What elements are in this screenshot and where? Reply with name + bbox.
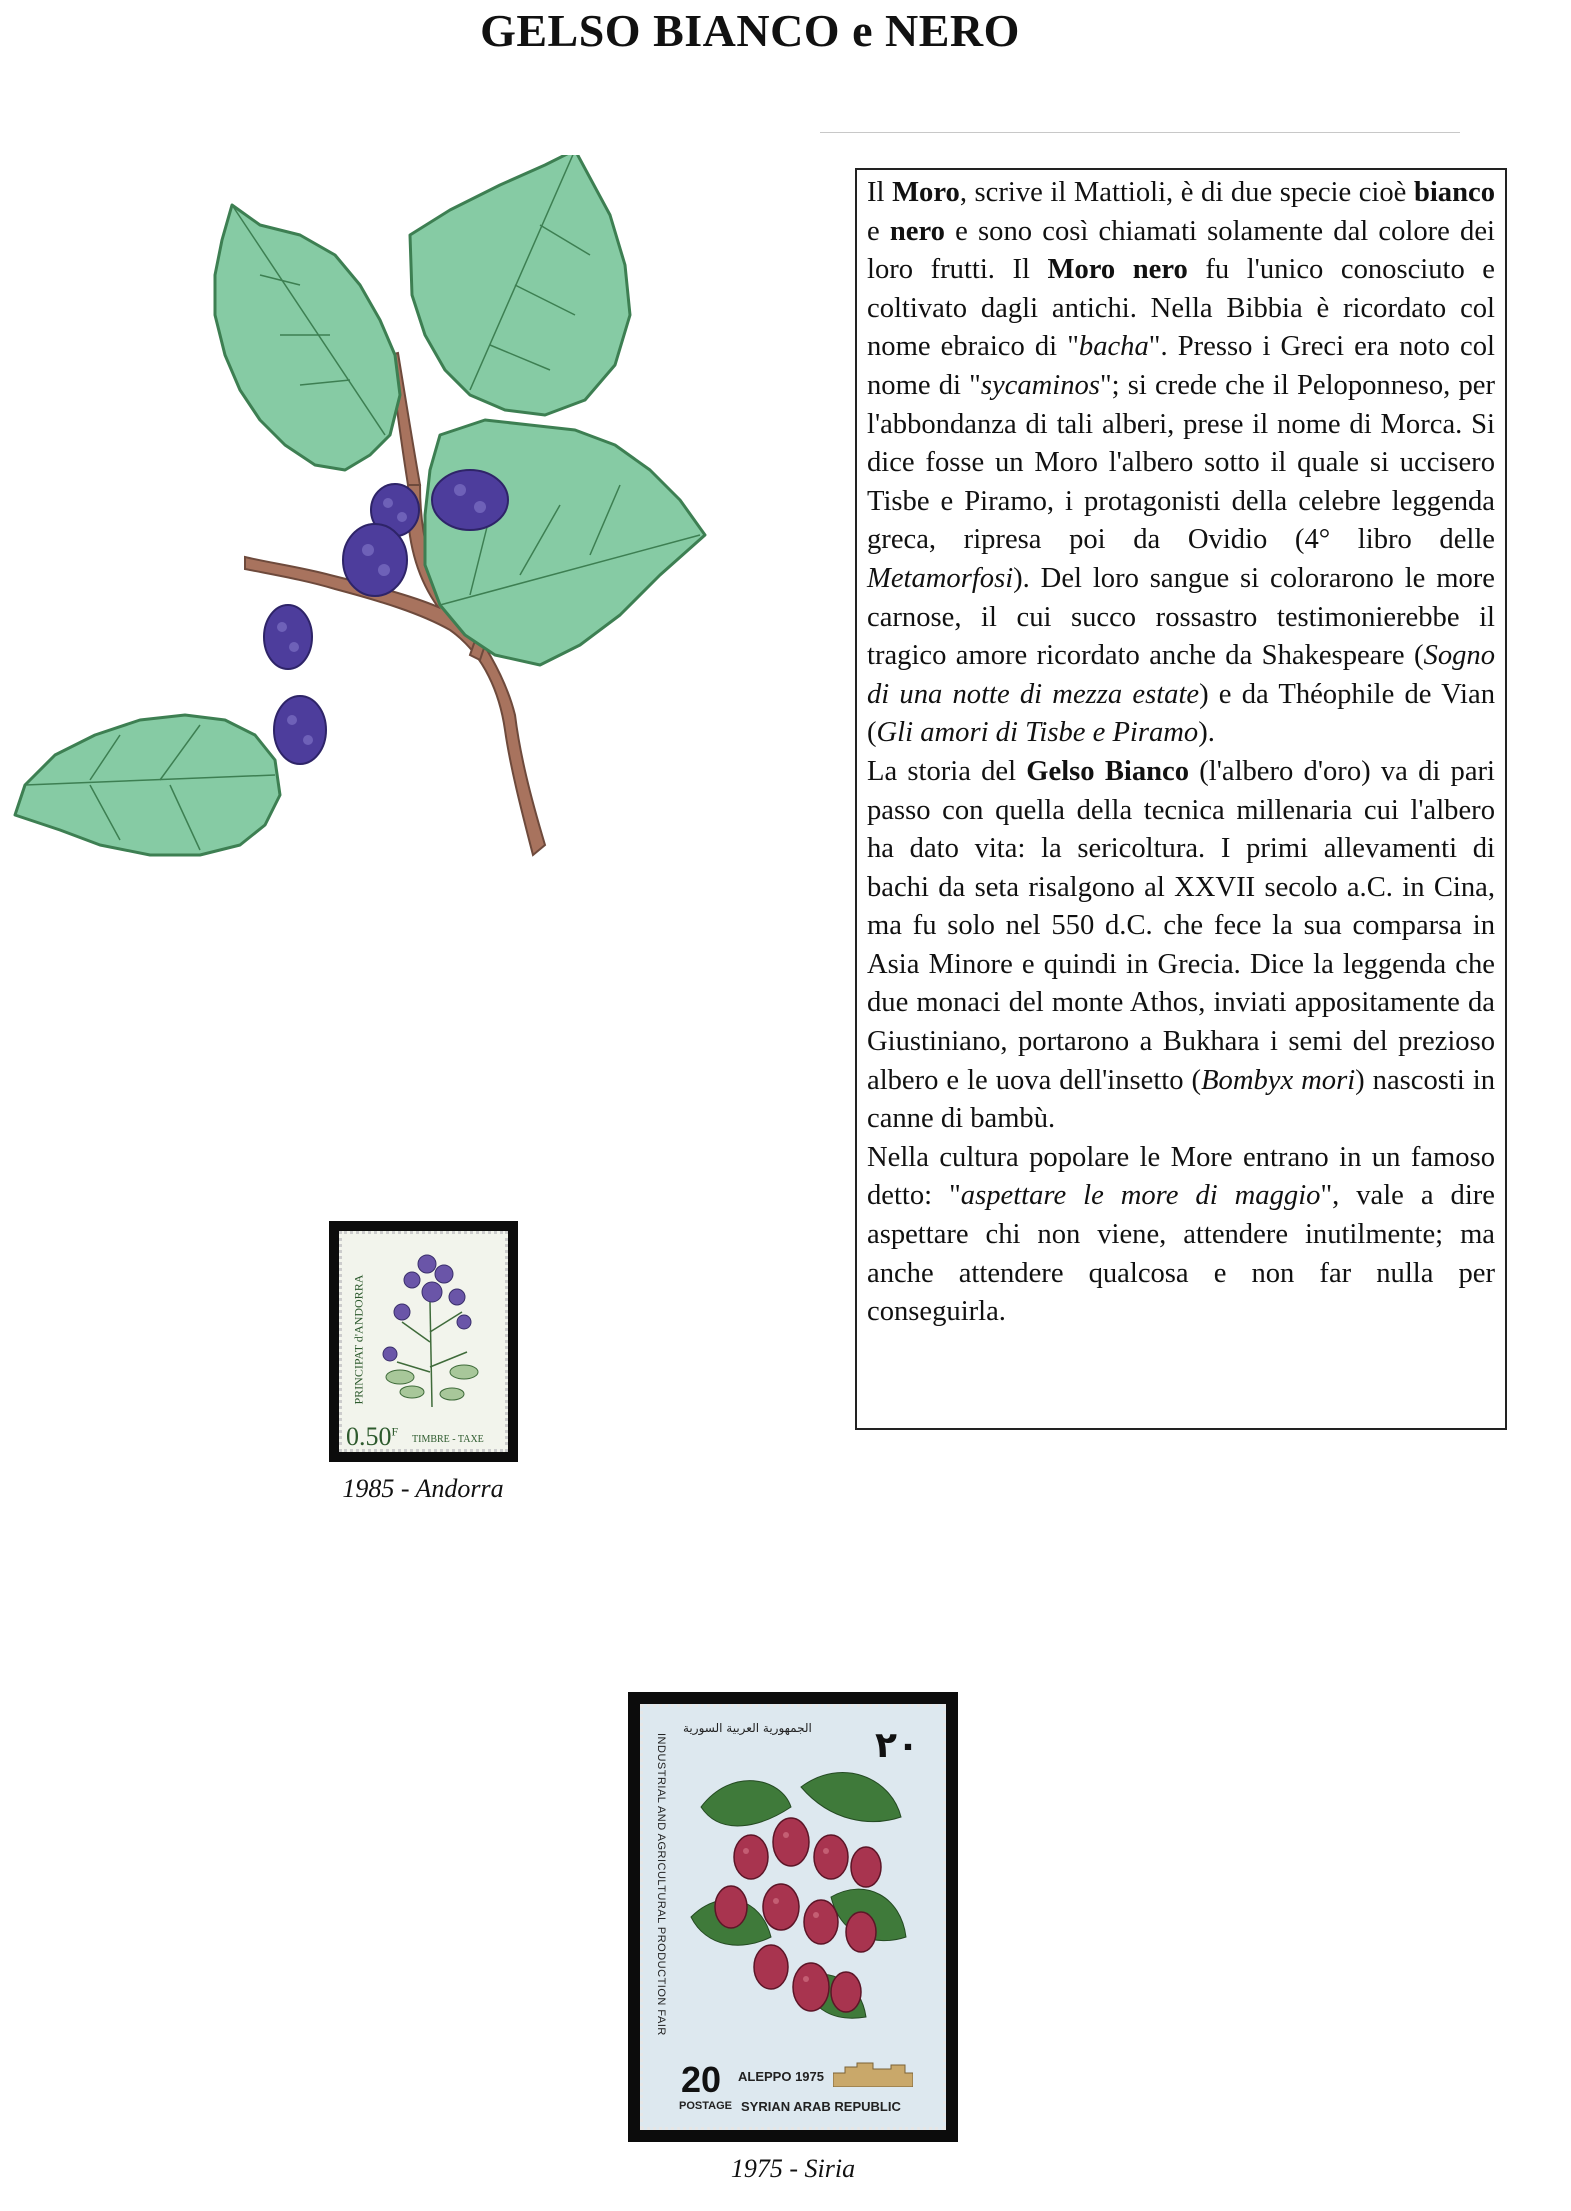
text-run: ". Presso i Greci era noto col nome di " [867,331,1495,401]
paragraph-gelso-bianco [867,753,1495,1139]
berry-3 [343,524,407,596]
berry-4 [264,605,312,669]
stamp-andorra-country: PRINCIPAT d'ANDORRA [351,1274,366,1405]
bold-term: Moro [892,177,960,208]
text-run: ) nascosti in canne di bambù. [867,1064,1496,1135]
leaf-top-left [215,205,400,470]
text-run: "; si crede che il Peloponneso, per l'abbondanza di tali alberi, prese il nome di Morca. Si dice fosse un Moro l'albero sotto il quale si uccisero Tisbe e Piramo, i protagonisti della celebre leggenda greca, ripresa poi da Ovidio (4° libro delle [867,369,1495,556]
leaf-left [15,715,280,855]
leaf-right [425,420,705,665]
italic-term: Gli amori di Tisbe e Piramo [876,717,1199,749]
stamp-syria [628,1692,958,2142]
header-divider [820,132,1460,133]
italic-term: aspettare le more di maggio [960,1180,1321,1212]
stamp-syria-face [640,1704,946,2130]
text-run: e sono così chiamati solamente dal colore dei loro frutti. Il [867,215,1495,286]
caption-syria: 1975 - Siria [730,2154,856,2183]
stamp-andorra-face [339,1231,508,1452]
citadel-icon [833,2059,913,2087]
text-run: e [867,215,890,247]
bold-term: nero [889,215,945,247]
paragraph-moro [867,174,1495,753]
stamp-andorra-value [346,1422,398,1452]
stamp-andorra [329,1221,518,1462]
stamp-syria-postage: POSTAGE [679,2100,732,2112]
text-run: ", vale a dire aspettare chi non viene, attendere inutilmente; ma anche attendere qualcosa e non far nulla per conseguirla. [867,1180,1495,1328]
text-run: Nella cultura popolare le More entrano in un famoso detto: " [867,1141,1495,1212]
italic-term: sycaminos [980,369,1100,401]
text-run: Il [867,177,893,208]
stamp-syria-arabic-header: الجمهورية العربية السورية [683,1721,812,1735]
stamp-syria-fair-text: ALEPPO 1975 [738,2069,824,2084]
stamp-syria-arabic-value: ٢٠ [875,1725,919,1766]
page-title: GELSO BIANCO e NERO [480,5,1020,56]
leaf-top-center [410,155,630,415]
stamp-andorra-currency: F [391,1424,399,1439]
text-run: ) e da Théophile de Vian ( [867,678,1495,749]
bold-term: Gelso Bianco [1026,755,1190,787]
stamp-andorra-label: TIMBRE - TAXE [412,1434,484,1445]
italic-term: bacha [1078,331,1149,363]
italic-term: Bombyx mori [1201,1064,1356,1096]
stamp-syria-country: SYRIAN ARAB REPUBLIC [741,2099,901,2114]
italic-term: Metamorfosi [867,562,1014,594]
caption-andorra: 1985 - Andorra [342,1474,504,1503]
berry-5 [274,696,326,764]
stamp-syria-value: 20 [681,2059,722,2100]
stamp-andorra-value-number: 0.50 [346,1422,392,1451]
text-run: La storia del [867,755,1027,787]
text-run: ). [1198,717,1215,749]
italic-term: Sogno di una notte di mezza estate [867,640,1495,710]
text-run: , scrive il Mattioli, è di due specie cioè [959,177,1414,208]
description-box [855,168,1507,1430]
mulberry-cluster-icon [681,1747,911,2047]
text-run: fu l'unico conosciuto e coltivato dagli antichi. Nella Bibbia è ricordato col nome ebraico di " [867,254,1495,363]
berry-2 [432,470,508,530]
mulberry-branch-illustration [0,155,720,1005]
bold-term: Moro nero [1047,254,1188,286]
stamp-syria-vertical-text: INDUSTRIAL AND AGRICULTURAL PRODUCTION FAIR [655,1733,667,2036]
text-run: ). Del loro sangue si colorarono le more carnose, il cui succo rossastro testimonierebbe il tragico amore ricordato anche da Shakespeare ( [867,562,1495,672]
bold-term: bianco [1413,177,1495,208]
blackberry-plant-icon [372,1242,492,1412]
paragraph-cultura-popolare [867,1139,1495,1332]
text-run: (l'albero d'oro) va di pari passo con quella della tecnica millenaria cui l'albero ha dato vita: la sericoltura. I primi allevamenti di bachi da seta risalgono al XXVII secolo a.C. in Cina, ma fu solo nel 550 d.C. che fece la sua comparsa in Asia Minore e quindi in Grecia. Dice la leggenda che due monaci del monte Athos, inviati appositamente da Giustiniano, portarono a Bukhara i semi del prezioso albero e le uova dell'insetto ( [867,755,1495,1096]
